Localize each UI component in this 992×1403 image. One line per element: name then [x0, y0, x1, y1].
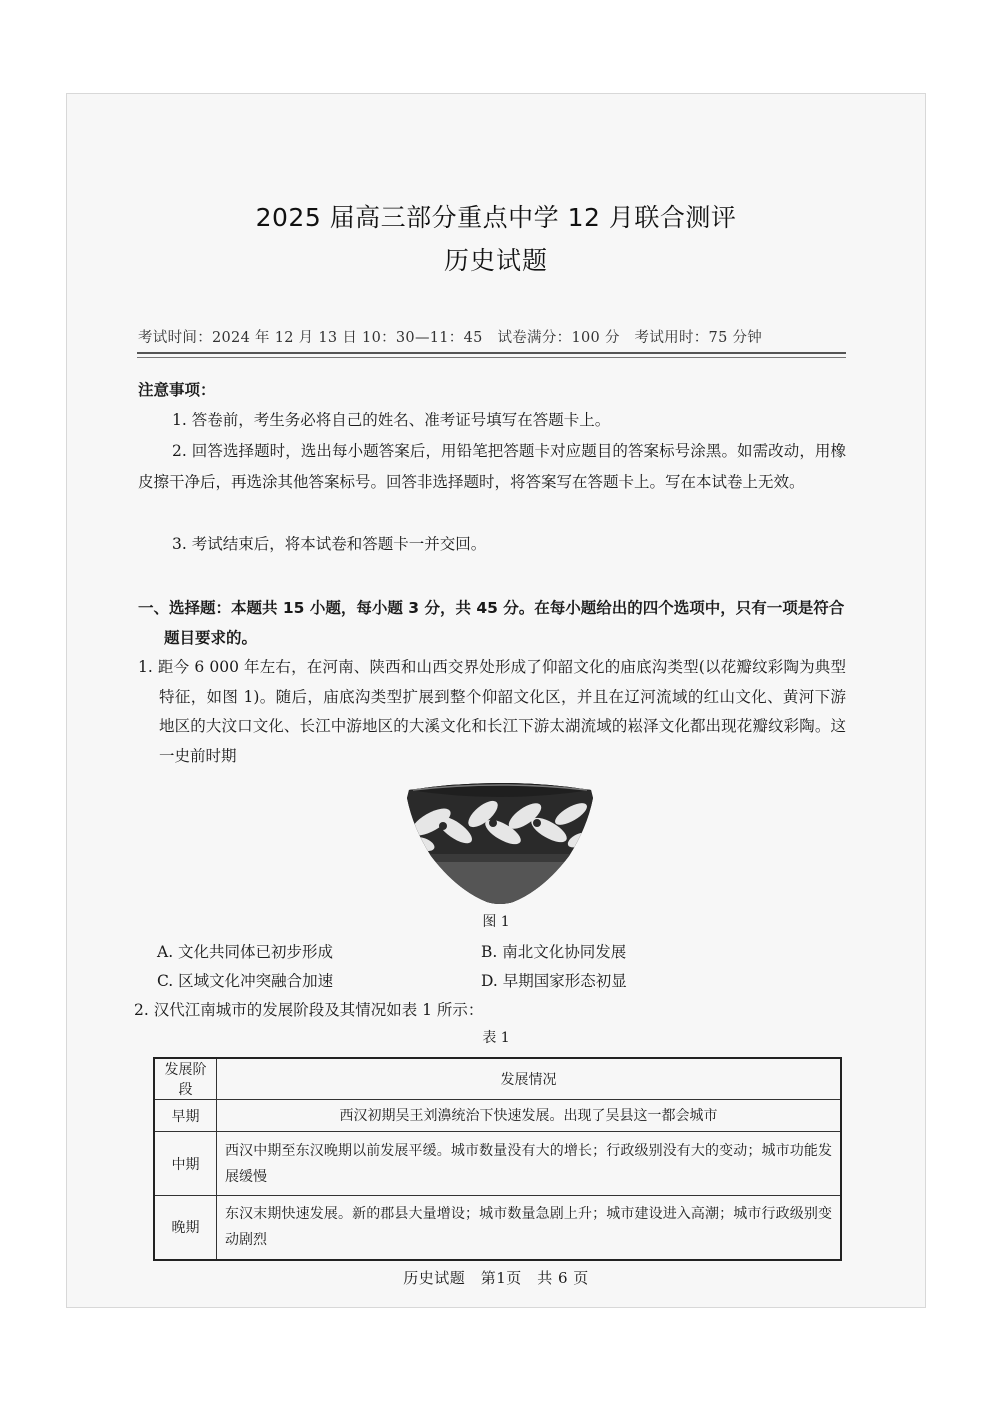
- table-row: [154, 1132, 841, 1196]
- page-footer: 历史试题 第1页 共 6 页: [403, 1269, 589, 1287]
- table-cell-situation: 东汉末期快速发展。新的郡县大量增设；城市数量急剧上升；城市建设进入高潮；城市行政级别变动剧烈: [217, 1196, 842, 1260]
- table-cell-situation: 西汉中期至东汉晚期以前发展平缓。城市数量没有大的增长；行政级别没有大的变动；城市功能发展缓慢: [217, 1132, 842, 1196]
- table-header-row: [154, 1058, 841, 1100]
- notes-heading: 注意事项：: [138, 381, 216, 399]
- table-row: [154, 1196, 841, 1260]
- header-rule-thick: [137, 352, 846, 354]
- table-cell-situation: 西汉初期吴王刘濞统治下快速发展。出现了吴县这一都会城市: [217, 1100, 842, 1132]
- notes-item-3: 3. 考试结束后，将本试卷和答题卡一并交回。: [172, 535, 487, 553]
- header-rule-thin: [137, 357, 846, 358]
- exam-subject-title: 历史试题: [443, 246, 548, 275]
- table-header-stage: 发展阶段: [154, 1058, 217, 1100]
- table-row: [154, 1100, 841, 1132]
- painted-pottery-bowl-image: [403, 778, 597, 906]
- table-cell-stage: 晚期: [154, 1196, 217, 1260]
- question-1-option-a: A. 文化共同体已初步形成: [157, 943, 334, 961]
- exam-title: 2025 届高三部分重点中学 12 月联合测评: [255, 203, 737, 232]
- table-cell-stage: 中期: [154, 1132, 217, 1196]
- table-1-caption: 表 1: [482, 1030, 510, 1046]
- question-2-stem: 2. 汉代江南城市的发展阶段及其情况如表 1 所示：: [134, 1001, 484, 1019]
- section-1-heading: 一、选择题：本题共 15 小题，每小题 3 分，共 45 分。在每小题给出的四个选项中，只有一项是符合题目要求的。: [138, 599, 845, 647]
- question-1-option-b: B. 南北文化协同发展: [481, 943, 627, 961]
- figure-1-caption: 图 1: [482, 914, 510, 930]
- table-header-situation: 发展情况: [217, 1058, 842, 1100]
- table-cell-stage: 早期: [154, 1100, 217, 1132]
- notes-item-2: 2. 回答选择题时，选出每小题答案后，用铅笔把答题卡对应题目的答案标号涂黑。如需改动，用橡皮擦干净后，再选涂其他答案标号。回答非选择题时，将答案写在答题卡上。写在本试卷上无效。: [138, 442, 846, 491]
- question-1-stem: 1. 距今 6 000 年左右，在河南、陕西和山西交界处形成了仰韶文化的庙底沟类型(以花瓣纹彩陶为典型特征，如图 1)。随后，庙底沟类型扩展到整个仰韶文化区，并且在辽河流域的红山文化、黄河下游地区的大汶口文化、长江中游地区的大溪文化和长江下游太湖流域的崧泽文化都出现花瓣纹彩陶。这一史前时期: [138, 658, 846, 765]
- table-1: [153, 1057, 842, 1261]
- exam-info-line: 考试时间：2024 年 12 月 13 日 10：30—11：45 试卷满分：100 分 考试用时：75 分钟: [138, 330, 763, 346]
- notes-item-1: 1. 答卷前，考生务必将自己的姓名、准考证号填写在答题卡上。: [172, 411, 611, 429]
- question-1-option-d: D. 早期国家形态初显: [481, 972, 627, 990]
- question-1-option-c: C. 区域文化冲突融合加速: [157, 972, 334, 990]
